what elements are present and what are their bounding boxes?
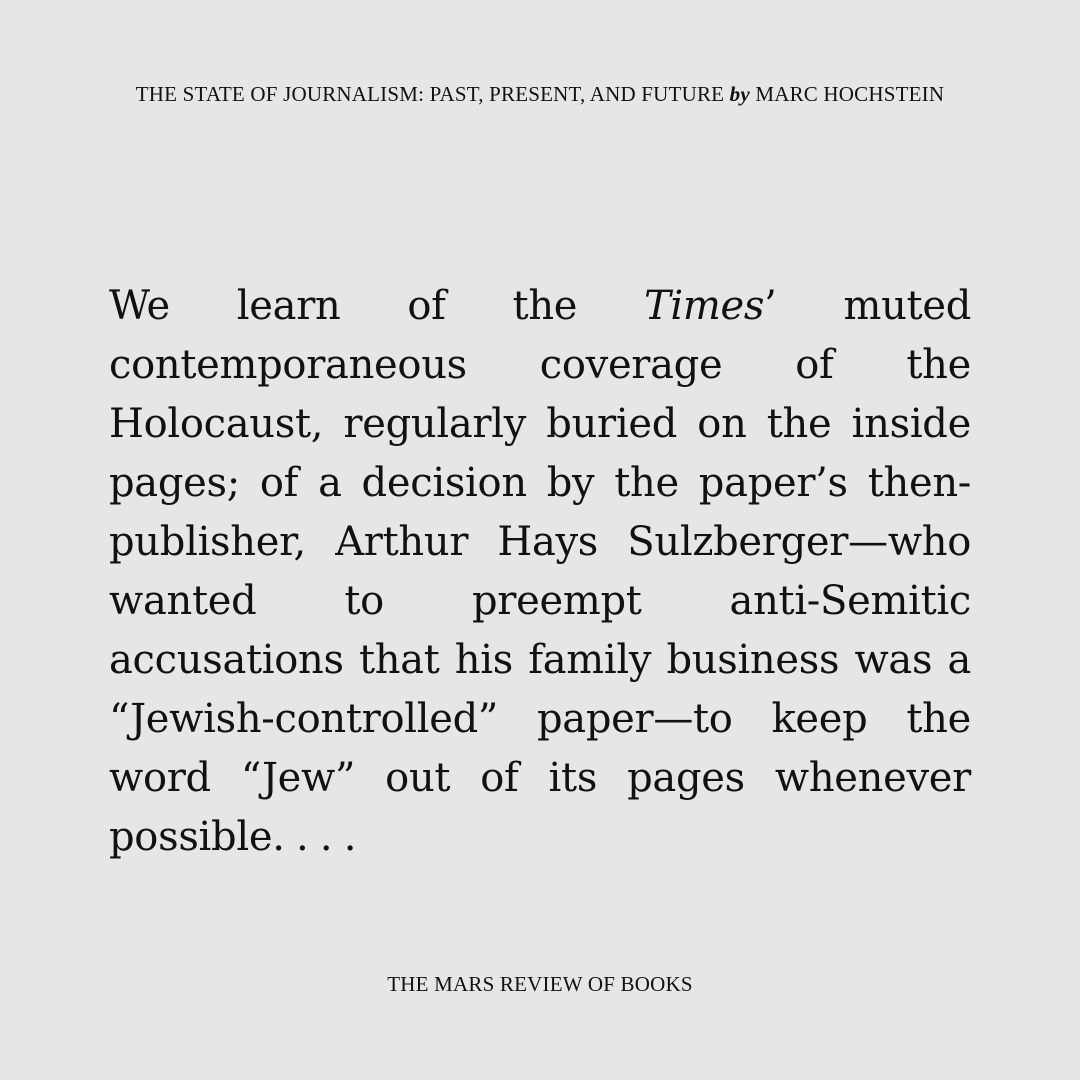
article-title: THE STATE OF JOURNALISM: PAST, PRESENT, AND FUTURE [135,82,725,106]
article-header [0,82,1080,107]
quote-body: ’ muted contemporaneous coverage of the Holocaust, regularly buried on the inside pages; of a decision by the paper’s then-publisher, Arthur Hays Sulzberger—who wanted to preempt anti-Semitic accusations that his family business was a “Jewish-controlled” paper—to keep the word “Jew” out of its pages whenever possible. . . . [109,283,971,860]
author-name: MARC HOCHSTEIN [755,82,945,106]
quote-italic-title: Times [644,283,765,329]
publication-name: THE MARS REVIEW OF BOOKS [387,972,693,996]
byline-by: by [729,82,750,106]
publication-footer [0,972,1080,997]
pull-quote [109,277,971,867]
quote-lead: We learn of the [109,283,645,329]
